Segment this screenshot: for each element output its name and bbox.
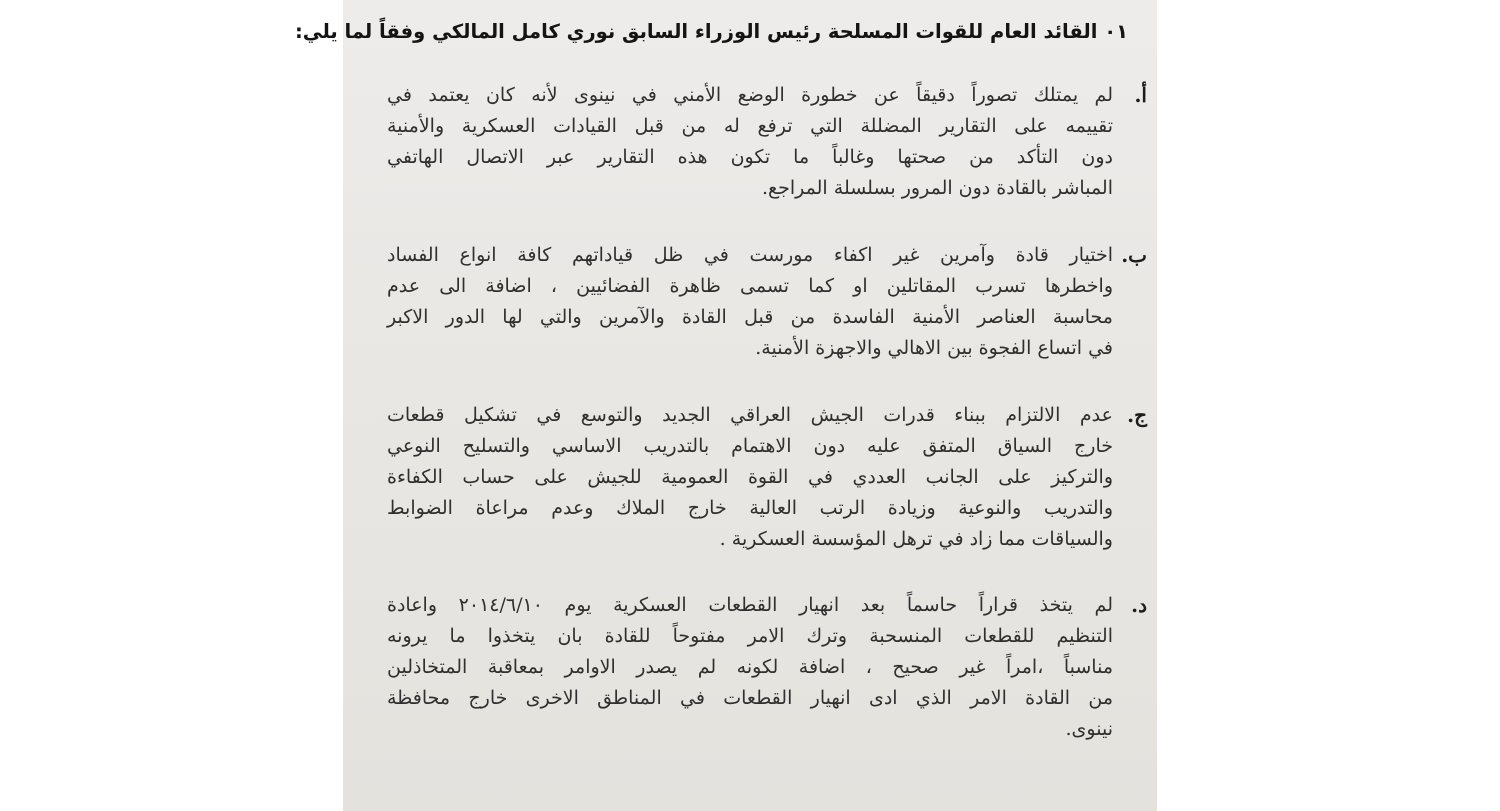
clause-line: لم يتخذ قراراً حاسماً بعد انهيار القطعات العسكرية يوم ٢٠١٤/٦/١٠ واعادة: [387, 594, 1113, 616]
clause-marker: ب.: [1121, 243, 1147, 267]
clause-marker: أ.: [1134, 83, 1147, 107]
clause-line: والسياقات مما زاد في ترهل المؤسسة العسكرية .: [719, 528, 1113, 550]
clause-line: نينوى.: [1065, 718, 1113, 740]
clause-a: [387, 80, 1147, 204]
clause-line: تقييمه على التقارير المضللة التي ترفع له من قبل القيادات العسكرية والأمنية: [387, 115, 1113, 137]
clause-line: واخطرها تسرب المقاتلين او كما تسمى ظاهرة الفضائيين ، اضافة الى عدم: [387, 275, 1113, 297]
clause-c: [387, 400, 1147, 555]
document-heading: ٠١ القائد العام للقوات المسلحة رئيس الوزراء السابق نوري كامل المالكي وفقاً لما يلي:: [294, 20, 1128, 43]
clause-line: عدم الالتزام ببناء قدرات الجيش العراقي الجديد والتوسع في تشكيل قطعات: [387, 404, 1113, 426]
clause-line: مناسباً ،امراً غير صحيح ، اضافة لكونه لم يصدر الاوامر بمعاقبة المتخاذلين: [387, 656, 1113, 678]
clause-line: لم يمتلك تصوراً دقيقاً عن خطورة الوضع الأمني في نينوى لأنه كان يعتمد في: [387, 84, 1113, 106]
clause-line: والتركيز على الجانب العددي في القوة العمومية للجيش على حساب الكفاءة: [387, 466, 1113, 488]
clause-d: [387, 590, 1147, 745]
clause-line: محاسبة العناصر الأمنية الفاسدة من قبل القادة والآمرين والتي لها الدور الاكبر: [387, 306, 1113, 328]
clause-line: المباشر بالقادة دون المرور بسلسلة المراجع.: [762, 177, 1113, 199]
clause-line: خارج السياق المتفق عليه دون الاهتمام بالتدريب الاساسي والتسليح النوعي: [387, 435, 1113, 457]
clause-marker: ج.: [1127, 403, 1147, 427]
clause-line: التنظيم للقطعات المنسحبة وترك الامر مفتوحاً للقادة بان يتخذوا ما يرونه: [387, 625, 1113, 647]
clause-line: دون التأكد من صحتها وغالباً ما تكون هذه التقارير عبر الاتصال الهاتفي: [387, 146, 1113, 168]
clause-line: والتدريب والنوعية وزيادة الرتب العالية خارج الملاك وعدم مراعاة الضوابط: [387, 497, 1113, 519]
document-page: [294, 0, 1157, 811]
clause-b: [387, 240, 1147, 364]
clause-line: اختيار قادة وآمرين غير اكفاء مورست في ظل قياداتهم كافة انواع الفساد: [387, 244, 1113, 266]
clause-line: من القادة الامر الذي ادى انهيار القطعات في المناطق الاخرى خارج محافظة: [387, 687, 1113, 709]
clause-marker: د.: [1131, 593, 1147, 617]
clause-line: في اتساع الفجوة بين الاهالي والاجهزة الأمنية.: [755, 337, 1113, 359]
